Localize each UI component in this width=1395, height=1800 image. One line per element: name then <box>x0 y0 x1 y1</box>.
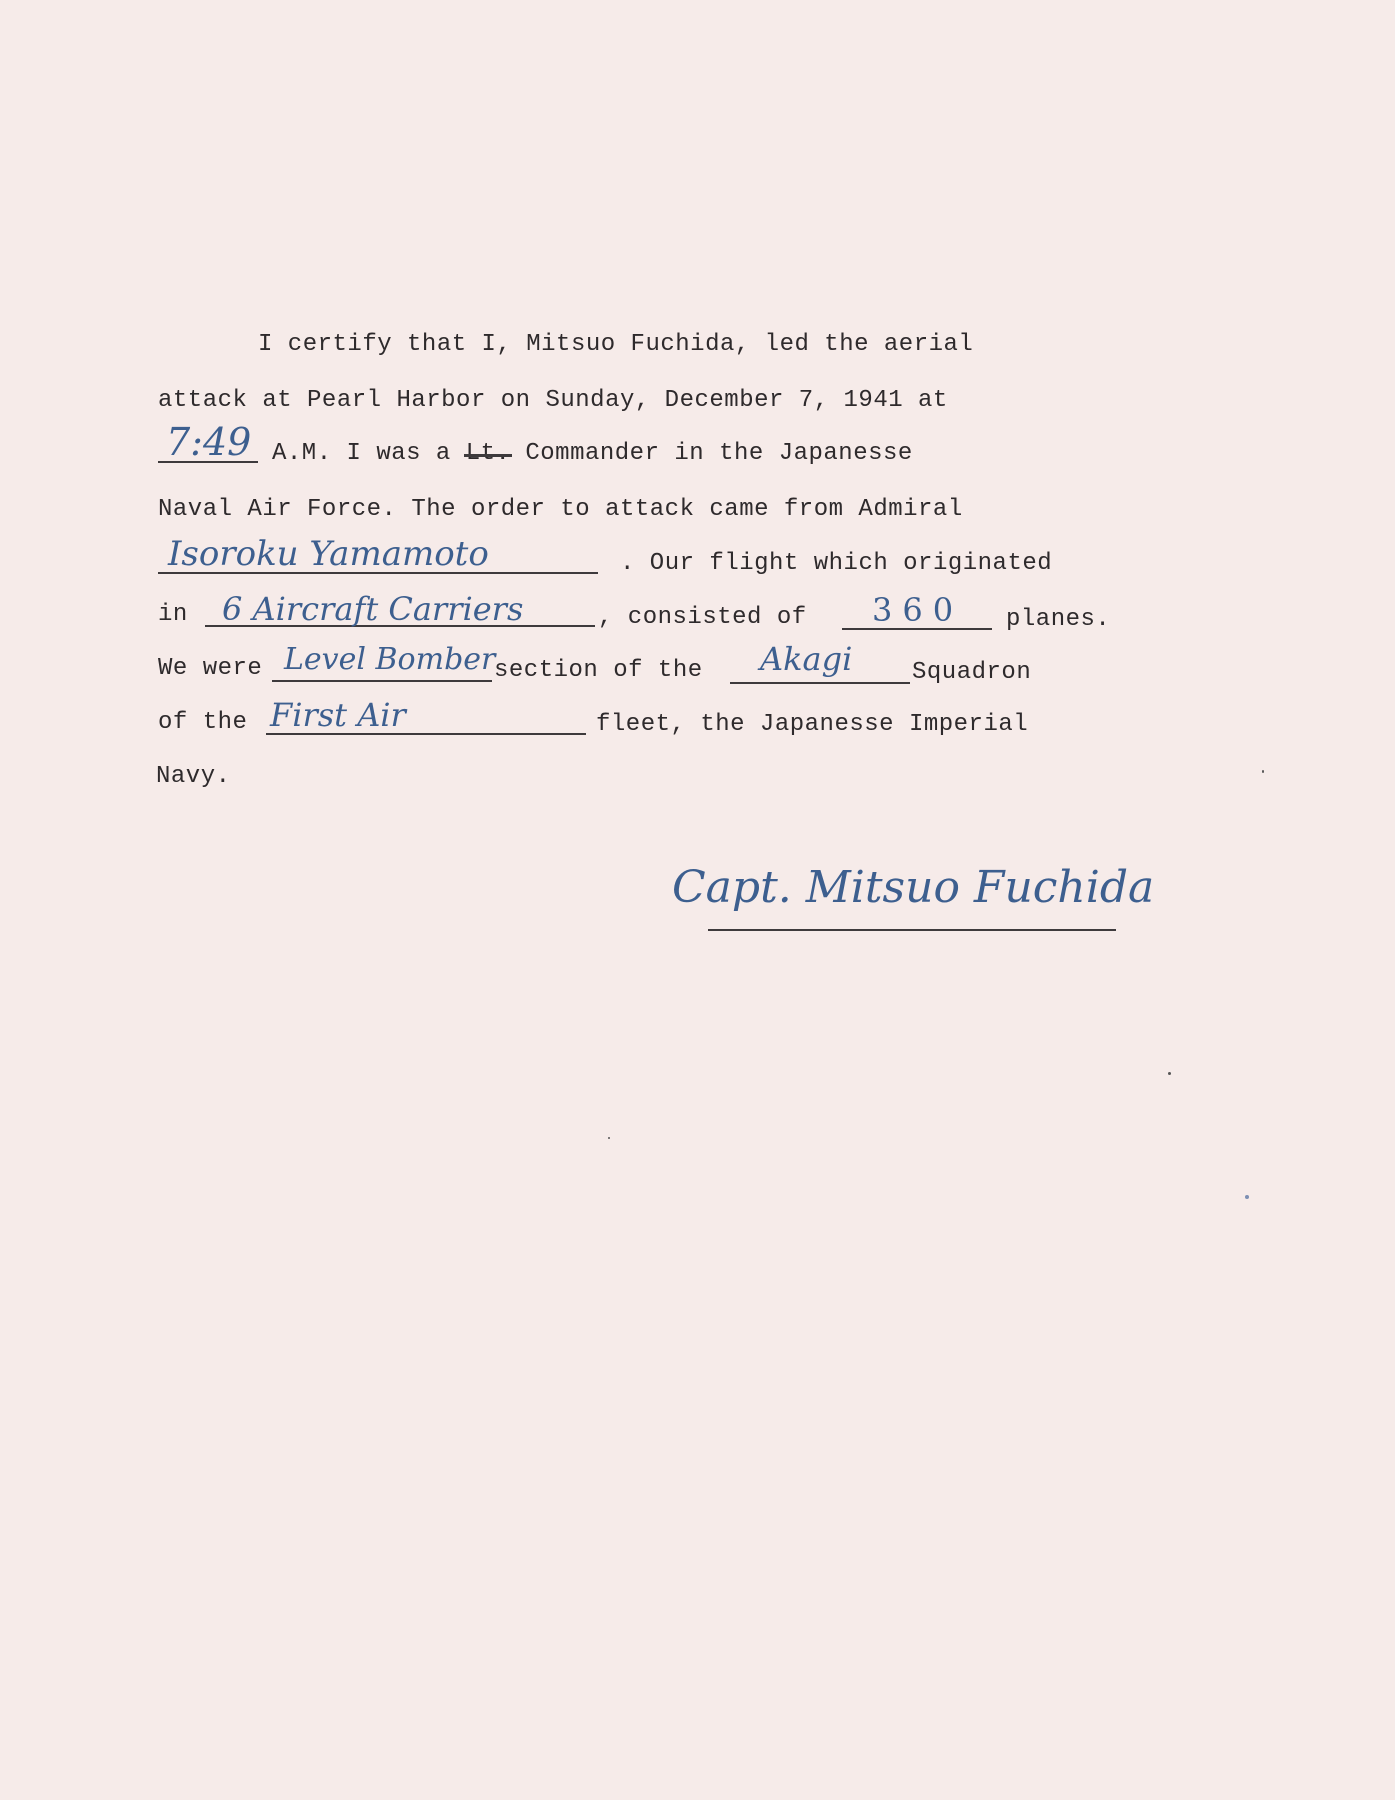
typed-line-3 <box>272 440 913 467</box>
typed-line-5: . Our flight which originated <box>620 550 1053 577</box>
typed-line-6-mid: , consisted of <box>598 604 807 631</box>
handwritten-section: Level Bomber <box>284 642 496 677</box>
typed-line-2: attack at Pearl Harbor on Sunday, December 7, 1941 at <box>158 387 948 414</box>
paper-speck <box>1168 1072 1171 1075</box>
typed-line-8-end: fleet, the Japanesse Imperial <box>596 711 1029 738</box>
typed-line-6-start: in <box>158 601 188 628</box>
section-blank <box>272 680 492 682</box>
paper-speck <box>1262 770 1264 773</box>
typed-line-8-start: of the <box>158 709 248 736</box>
typed-line-7-mid: section of the <box>494 657 703 684</box>
signature: Capt. Mitsuo Fuchida <box>672 862 1155 913</box>
typed-line-1: I certify that I, Mitsuo Fuchida, led the aerial <box>258 331 974 358</box>
typed-line-7-end: Squadron <box>912 659 1032 686</box>
handwritten-carriers: 6 Aircraft Carriers <box>222 590 524 628</box>
typed-line-9: Navy. <box>156 763 231 790</box>
typed-line-6-end: planes. <box>1006 606 1111 633</box>
line3-end-text: Commander in the Japanesse <box>525 440 913 467</box>
paper-speck <box>608 1137 610 1139</box>
squadron-blank <box>730 682 910 684</box>
handwritten-time: 7:49 <box>166 420 252 464</box>
paper-speck <box>1245 1195 1249 1199</box>
handwritten-admiral: Isoroku Yamamoto <box>168 534 489 574</box>
typed-line-7-start: We were <box>158 655 263 682</box>
line3-lead-text: A.M. I was a <box>272 440 451 467</box>
struck-rank-text: Lt. <box>465 440 511 467</box>
typed-line-4: Naval Air Force. The order to attack came from Admiral <box>158 496 963 523</box>
handwritten-squadron: Akagi <box>760 640 853 678</box>
handwritten-fleet: First Air <box>270 696 406 734</box>
signature-underline <box>708 929 1116 931</box>
handwritten-planes: 360 <box>872 591 964 629</box>
